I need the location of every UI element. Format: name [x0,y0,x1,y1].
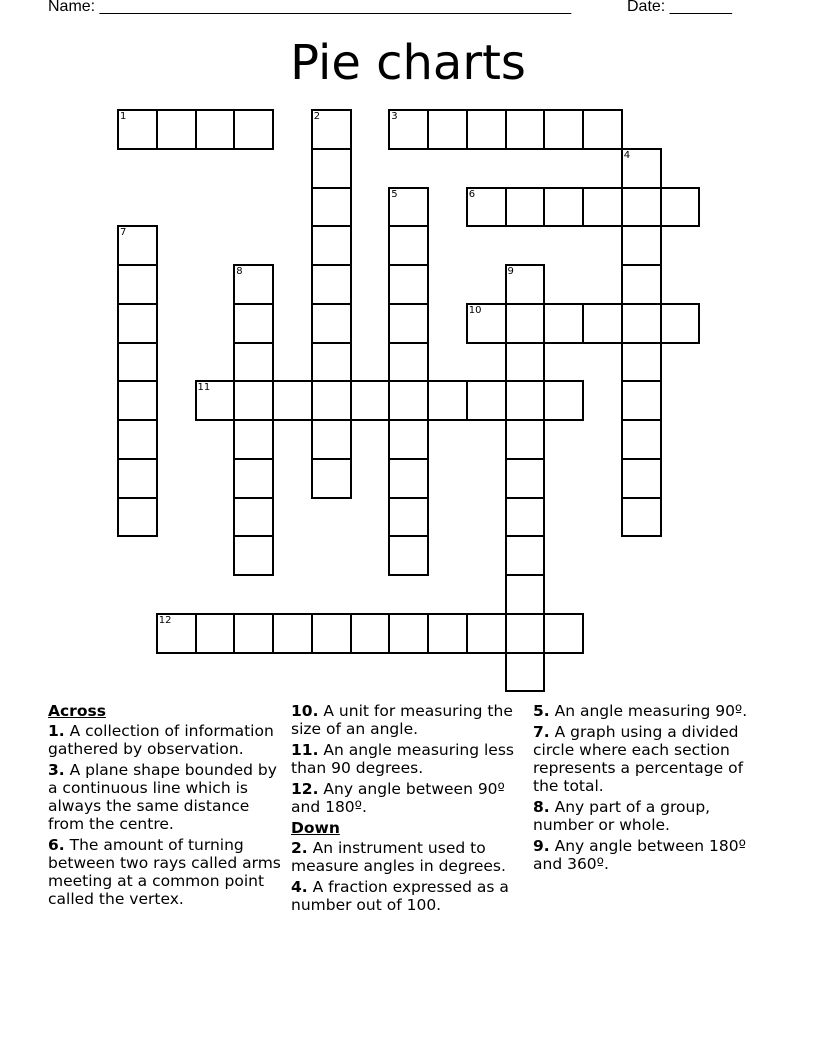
grid-cell[interactable] [388,109,429,150]
grid-cell[interactable] [543,109,584,150]
date-field-label: Date: _______ [627,0,732,15]
grid-cell[interactable] [272,613,313,654]
grid-cell[interactable] [272,380,313,421]
grid-cell[interactable] [621,225,662,266]
grid-cell[interactable] [195,109,236,150]
grid-cell[interactable] [233,109,274,150]
clue-number: 5. [533,702,550,720]
clue-down-8 [533,798,773,834]
grid-cell[interactable] [117,458,158,499]
grid-cell[interactable] [311,264,352,305]
name-field-label: Name: _____________________________________________________ [48,0,572,15]
clue-number-label: 7 [120,227,127,239]
grid-cell[interactable] [233,342,274,383]
grid-cell[interactable] [350,380,391,421]
grid-cell[interactable] [660,187,701,228]
grid-cell[interactable] [117,419,158,460]
grid-cell[interactable] [505,652,546,693]
clue-text: The amount of turning between two rays called arms meeting at a common point called the vertex. [48,836,281,908]
down-heading: Down [291,819,340,837]
grid-cell[interactable] [117,497,158,538]
clue-text: A unit for measuring the size of an angle. [291,702,513,738]
grid-cell[interactable] [388,342,429,383]
clue-number-label: 5 [391,188,398,200]
grid-cell[interactable] [350,613,391,654]
grid-cell[interactable] [311,419,352,460]
grid-cell[interactable] [505,613,546,654]
grid-cell[interactable] [233,535,274,576]
grid-cell[interactable] [505,497,546,538]
grid-cell[interactable] [195,380,236,421]
grid-cell[interactable] [311,148,352,189]
clue-text: A fraction expressed as a number out of 100. [291,878,509,914]
grid-cell[interactable] [195,613,236,654]
grid-cell[interactable] [543,380,584,421]
grid-cell[interactable] [388,419,429,460]
clue-text: Any part of a group, number or whole. [533,798,711,834]
grid-cell[interactable] [466,109,507,150]
clues-column-3 [533,702,773,876]
grid-cell[interactable] [388,380,429,421]
grid-cell[interactable] [543,303,584,344]
grid-cell[interactable] [156,613,197,654]
clue-number: 11. [291,741,319,759]
clue-down-7 [533,723,773,795]
clue-number-label: 11 [197,382,211,394]
grid-cell[interactable] [505,574,546,615]
grid-cell[interactable] [311,109,352,150]
grid-cell[interactable] [543,187,584,228]
clue-number: 9. [533,837,550,855]
grid-cell[interactable] [311,225,352,266]
clue-number-label: 1 [120,111,127,122]
grid-cell[interactable] [388,458,429,499]
clue-number: 8. [533,798,550,816]
clue-across-11 [291,741,531,777]
grid-cell[interactable] [427,613,468,654]
grid-cell[interactable] [505,458,546,499]
grid-cell[interactable] [233,380,274,421]
grid-cell[interactable] [505,380,546,421]
clue-number-label: 3 [391,111,398,122]
grid-cell[interactable] [621,148,662,189]
clues-column-2 [291,702,531,917]
clue-number: 2. [291,839,308,857]
clue-number: 7. [533,723,550,741]
grid-cell[interactable] [543,613,584,654]
grid-cell[interactable] [621,419,662,460]
grid-cell[interactable] [311,303,352,344]
grid-cell[interactable] [311,458,352,499]
grid-cell[interactable] [311,380,352,421]
grid-cell[interactable] [311,342,352,383]
clue-across-10 [291,702,531,738]
grid-cell[interactable] [117,109,158,150]
clue-text: A graph using a divided circle where each section represents a percentage of the total. [533,723,744,795]
grid-cell[interactable] [505,535,546,576]
clue-across-6 [48,836,288,908]
clue-number-label: 2 [313,111,321,122]
grid-cell[interactable] [466,613,507,654]
clue-number: 4. [291,878,308,896]
grid-cell[interactable] [388,613,429,654]
clue-number-label: 4 [623,149,631,161]
grid-cell[interactable] [621,342,662,383]
grid-cell[interactable] [233,303,274,344]
grid-cell[interactable] [233,497,274,538]
clue-number: 12. [291,780,319,798]
grid-cell[interactable] [466,380,507,421]
grid-cell[interactable] [621,380,662,421]
grid-cell[interactable] [156,109,197,150]
grid-cell[interactable] [388,303,429,344]
grid-cell[interactable] [621,264,662,305]
grid-cell[interactable] [621,497,662,538]
clue-text: An angle measuring 90º. [554,702,748,720]
clue-number: 1. [48,722,65,740]
grid-cell[interactable] [388,264,429,305]
clue-number-label: 8 [236,266,243,277]
clue-down-5 [533,702,773,720]
clue-number-label: 12 [158,614,172,626]
clue-across-3 [48,761,288,833]
clue-across-1 [48,722,288,758]
grid-cell[interactable] [505,109,546,150]
clue-text: A plane shape bounded by a continuous line which is always the same distance from the centre. [48,761,277,833]
grid-cell[interactable] [505,303,546,344]
clue-across-12 [291,780,531,816]
grid-cell[interactable] [311,613,352,654]
grid-cell[interactable] [660,303,701,344]
clue-number: 6. [48,836,65,854]
clue-text: A collection of information gathered by observation. [48,722,274,758]
grid-cell[interactable] [582,303,623,344]
clue-text: Any angle between 90º and 180º. [291,780,505,816]
grid-cell[interactable] [388,535,429,576]
clue-number: 3. [48,761,65,779]
clue-number-label: 9 [507,266,514,277]
grid-cell[interactable] [582,109,623,150]
grid-cell[interactable] [466,187,507,228]
clue-text: Any angle between 180º and 360º. [533,837,746,873]
grid-cell[interactable] [388,497,429,538]
grid-cell[interactable] [621,303,662,344]
grid-cell[interactable] [621,187,662,228]
clue-down-4 [291,878,531,914]
grid-cell[interactable] [233,264,274,305]
grid-cell[interactable] [505,187,546,228]
clue-text: An angle measuring less than 90 degrees. [291,741,514,777]
clue-number: 10. [291,702,319,720]
clue-number-label: 10 [468,304,482,316]
grid-cell[interactable] [233,419,274,460]
grid-cell[interactable] [505,419,546,460]
grid-cell[interactable] [505,342,546,383]
grid-cell[interactable] [388,225,429,266]
clue-number-label: 6 [468,188,476,200]
grid-cell[interactable] [233,613,274,654]
grid-cell[interactable] [117,264,158,305]
grid-cell[interactable] [311,187,352,228]
grid-cell[interactable] [117,303,158,344]
grid-cell[interactable] [388,187,429,228]
grid-cell[interactable] [117,380,158,421]
grid-cell[interactable] [117,225,158,266]
grid-cell[interactable] [427,109,468,150]
grid-cell[interactable] [427,380,468,421]
across-heading: Across [48,702,106,720]
page-title: Pie charts [290,35,526,91]
clue-down-2 [291,839,531,875]
grid-cell[interactable] [582,187,623,228]
grid-cell[interactable] [117,342,158,383]
grid-cell[interactable] [233,458,274,499]
grid-cell[interactable] [466,303,507,344]
grid-cell[interactable] [621,458,662,499]
clue-text: An instrument used to measure angles in degrees. [291,839,506,875]
grid-cell[interactable] [505,264,546,305]
clues-column-1 [48,702,288,911]
clue-down-9 [533,837,773,873]
